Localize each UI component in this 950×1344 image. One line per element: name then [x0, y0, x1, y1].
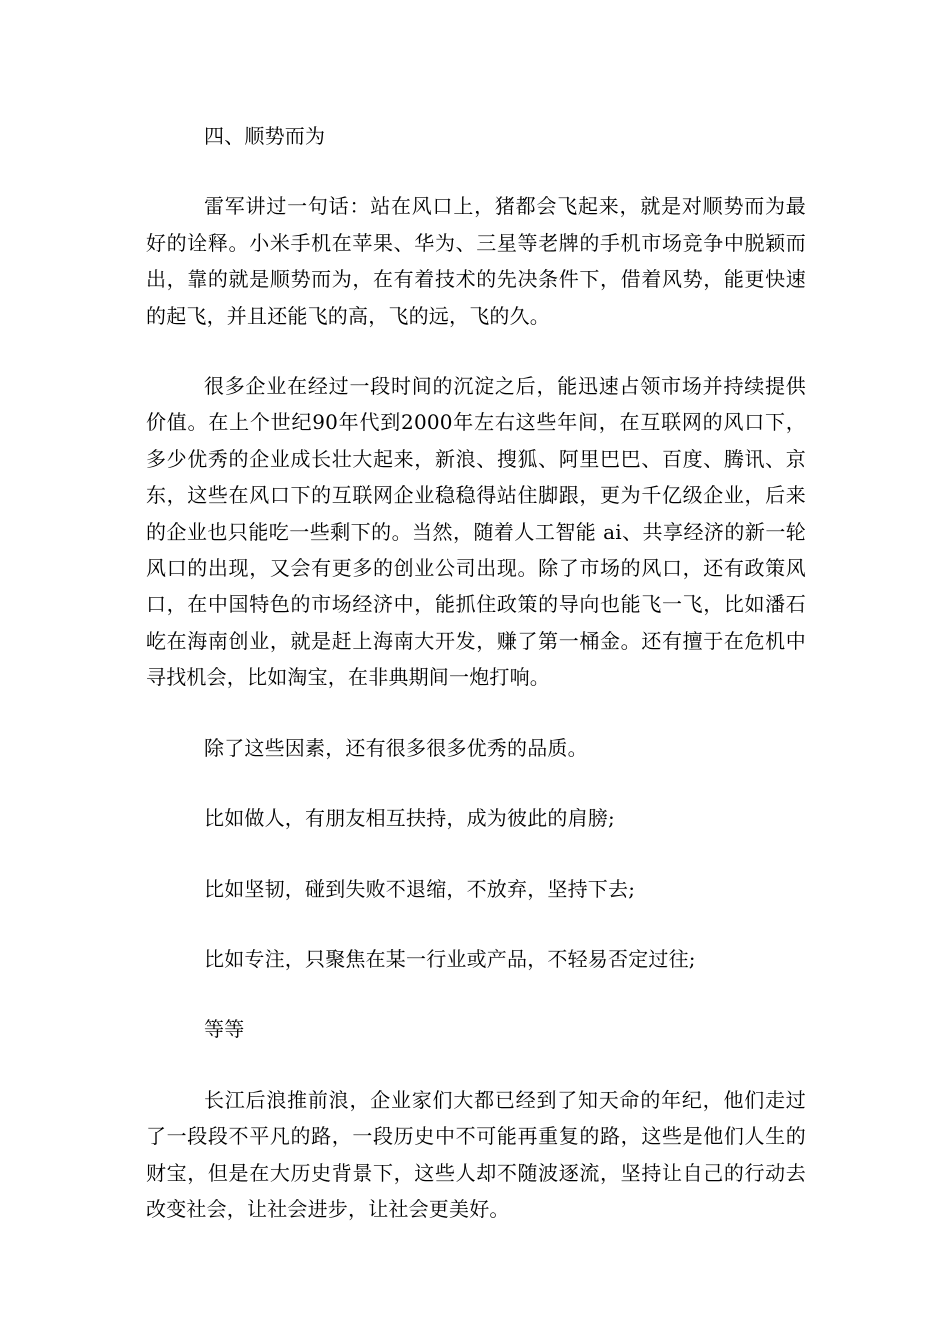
paragraph-4: 比如做人，有朋友相互扶持，成为彼此的肩膀; — [204, 806, 615, 831]
document-body — [146, 118, 806, 1261]
paragraph-6: 比如专注，只聚焦在某一行业或产品，不轻易否定过往; — [204, 946, 696, 971]
paragraph-5: 比如坚韧，碰到失败不退缩，不放弃，坚持下去; — [204, 876, 636, 901]
section-heading: 四、顺势而为 — [204, 124, 326, 148]
paragraph-2: 很多企业在经过一段时间的沉淀之后，能迅速占领市场并持续提供价值。在上个世纪90年代到2000年左右这些年间，在互联网的风口下，多少优秀的企业成长壮大起来，新浪、搜狐、阿里巴巴、百度、腾讯、京东，这些在风口下的互联网企业稳稳得站住脚跟，更为千亿级企业，后来的企业也只能吃一些剩下的。当然，随着人工智能 ai、共享经济的新一轮风口的出现，又会有更多的创业公司出现。除了市场的风口，还有政策风口，在中国特色的市场经济中，能抓住政策的导向也能飞一飞，比如潘石屹在海南创业，就是赶上海南大开发，赚了第一桶金。还有擅于在危机中寻找机会，比如淘宝，在非典期间一炮打响。 — [146, 374, 806, 690]
paragraph-8: 长江后浪推前浪，企业家们大都已经到了知天命的年纪，他们走过了一段段不平凡的路，一段历史中不可能再重复的路，这些是他们人生的财宝，但是在大历史背景下，这些人却不随波逐流，坚持让自己的行动去改变社会，让社会进步，让社会更美好。 — [146, 1087, 806, 1221]
paragraph-1: 雷军讲过一句话：站在风口上，猪都会飞起来，就是对顺势而为最好的诠释。小米手机在苹果、华为、三星等老牌的手机市场竞争中脱颖而出，靠的就是顺势而为，在有着技术的先决条件下，借着风势，能更快速的起飞，并且还能飞的高，飞的远，飞的久。 — [146, 194, 806, 328]
paragraph-7: 等等 — [204, 1017, 245, 1042]
paragraph-3: 除了这些因素，还有很多很多优秀的品质。 — [204, 735, 588, 760]
